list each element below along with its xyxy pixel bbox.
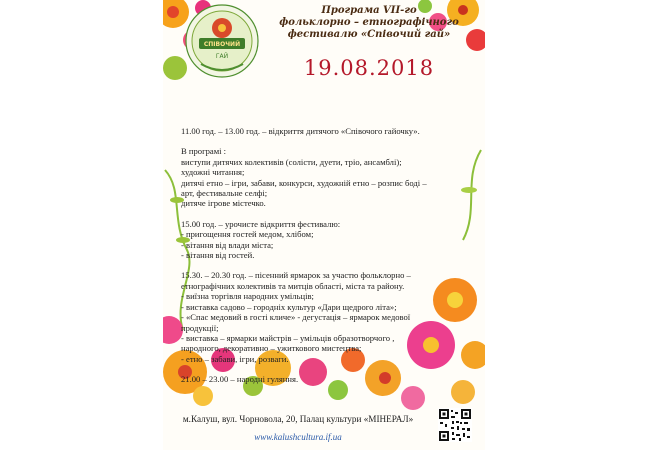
program-line: 11.00 год. – 13.00 год. – відкриття дитячого «Співочого гайочку». — [181, 126, 420, 136]
program-block-kids-program — [181, 146, 473, 208]
program-line: виступи дитячих колективів (солісти, дуети, тріо, ансамблі); — [181, 156, 402, 167]
program-line: - вітання від влади міста; — [181, 239, 274, 250]
program-line: - виставка – ярмарки майстрів – умільців образотворчого , — [181, 332, 395, 343]
website-link[interactable]: www.kalushcultura.if.ua — [254, 432, 342, 442]
program-line: - етно – забави, ігри, розваги. — [181, 353, 289, 364]
program-line: 21.00 – 23.00 – народні гуляння. — [181, 374, 299, 385]
program-block-festivities — [181, 374, 473, 384]
program-line: дитяче ігрове містечко. — [181, 198, 266, 209]
program-line: продукції; — [181, 322, 219, 333]
program-line: народного, декоративно – ужиткового мистецтва; — [181, 343, 362, 354]
festival-date: 19.08.2018 — [303, 56, 435, 80]
title-line-3: фестивалю «Співочий гай» — [287, 29, 451, 40]
program-line: - «Спас медовий в гості кличе» - дегустація – ярмарок медової — [181, 312, 411, 323]
poster-title — [259, 5, 479, 41]
program-block-ceremony — [181, 219, 473, 261]
program-line: - вітання від гостей. — [181, 250, 255, 261]
program-line: - пригощення гостей медом, хлібом; — [181, 229, 314, 240]
logo-text-top: СПІВОЧИЙ — [203, 41, 241, 48]
program-text — [181, 126, 473, 395]
program-line: В програмі : — [181, 146, 227, 157]
logo-text-bottom: ГАЙ — [215, 53, 229, 60]
qr-code-icon[interactable] — [438, 408, 472, 442]
program-line: художні читання; — [181, 167, 245, 178]
program-block-opening-kids — [181, 126, 473, 136]
festival-poster — [163, 0, 485, 450]
festival-logo — [185, 4, 259, 78]
program-line: - виставка садово – городніх культур «Дари щедрого літа»; — [181, 301, 397, 312]
program-block-fair — [181, 270, 473, 364]
program-line: 15.00 год. – урочисте відкриття фестивалю: — [181, 218, 341, 229]
title-line-2: фольклорно – етнографічного — [279, 17, 459, 28]
title-line-1: Програма VII-го — [321, 5, 417, 16]
program-line: дитячі етно – ігри, забави, конкурси, художній етно – розпис боді – — [181, 177, 427, 188]
venue-address: м.Калуш, вул. Чорновола, 20, Палац культури «МІНЕРАЛ» — [182, 414, 414, 424]
program-line: 15.30. – 20.30 год. – пісенний ярмарок за участю фольклорно – — [181, 270, 411, 281]
program-line: - виїзна торгівля народних умільців; — [181, 291, 314, 302]
program-line: етнографічних колективів та митців області, міста та району. — [181, 280, 405, 291]
program-line: арт, фестивальне селфі; — [181, 188, 268, 199]
